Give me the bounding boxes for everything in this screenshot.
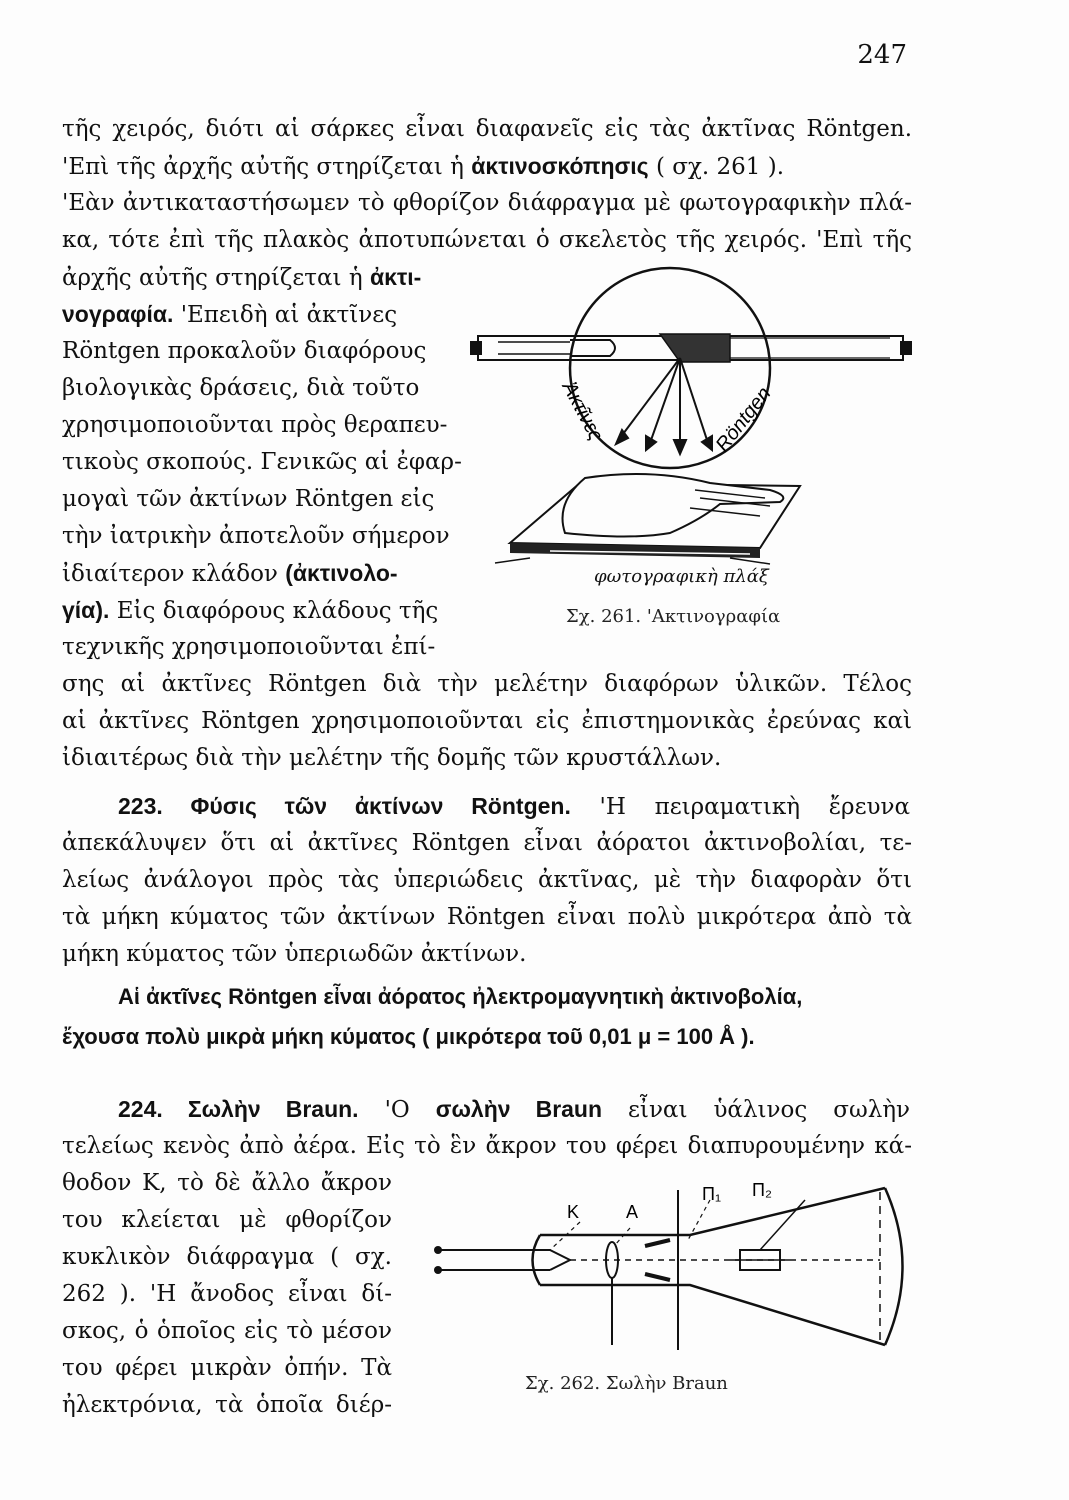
- text-line: λείως ἀνάλογοι πρὸς τὰς ὑπεριώδεις ἀκτῖνας, μὲ τὴν διαφορὰν ὅτι: [62, 867, 912, 893]
- text-line: βιολογικὰς δράσεις, διὰ τοῦτο: [62, 375, 420, 401]
- figure-262-braun-tube: [430, 1180, 920, 1360]
- text-line: 'Εὰν ἀντικαταστήσωμεν τὸ φθορίζον διάφραγμα μὲ φωτογραφικὴν πλά-: [62, 190, 912, 216]
- text-line: Röntgen προκαλοῦν διαφόρους: [62, 338, 427, 364]
- tube-outline: [540, 1188, 885, 1345]
- text-line: μογαὶ τῶν ἀκτίνων Röntgen εἰς: [62, 486, 435, 512]
- text-line: σκος, ὁ ὁποῖος εἰς τὸ μέσον: [62, 1318, 392, 1344]
- figure-262-caption: Σχ. 262. Σωλὴν Braun: [525, 1373, 728, 1394]
- text-line: του φέρει μικρὰν ὀπήν. Τὰ: [62, 1355, 392, 1381]
- term-radiography-end: νογραφία.: [62, 301, 174, 327]
- figure-261-caption: Σχ. 261. 'Ακτινογραφία: [566, 606, 781, 627]
- hand: [563, 474, 784, 537]
- text-line: 262 ). 'Η ἄνοδος εἶναι δί-: [62, 1281, 392, 1307]
- text-line: 224. Σωλὴν Braun. 'Ο σωλὴν Braun εἶναι ὑάλινος σωλὴν: [118, 1096, 911, 1123]
- text-line: μήκη κύματος τῶν ὑπεριωδῶν ἀκτίνων.: [62, 941, 527, 967]
- bold-statement: ἔχουσα πολὺ μικρὰ μήκη κύματος ( μικρότερα τοῦ 0,01 μ = 100 Å ).: [62, 1024, 755, 1049]
- label-p2: Π₂: [752, 1180, 772, 1200]
- text-line: τῆς χειρός, διότι αἱ σάρκες εἶναι διαφανεῖς εἰς τὰς ἀκτῖνας Röntgen.: [62, 116, 912, 142]
- term-radioscopy: ἀκτινοσκόπησις: [471, 153, 649, 179]
- text-line: τελείως κενὸς ἀπὸ ἀέρα. Εἰς τὸ ἓν ἄκρον του φέρει διαπυρουμένην κά-: [62, 1133, 912, 1159]
- text-line: κυκλικὸν διάφραγμα ( σχ.: [62, 1244, 392, 1270]
- label-a: Α: [626, 1202, 639, 1222]
- label-k: Κ: [567, 1202, 580, 1222]
- text-line: τὴν ἰατρικὴν ἀποτελοῦν σήμερον: [62, 523, 450, 549]
- text-line: αἱ ἀκτῖνες Röntgen χρησιμοποιοῦνται εἰς ἐπιστημονικὰς ἐρεύνας καὶ: [62, 708, 912, 734]
- text-line: 223. Φύσις τῶν ἀκτίνων Röntgen. 'Η πειραματικὴ ἔρευνα: [118, 793, 910, 820]
- term-radiology-start: (ἀκτινολο-: [285, 560, 398, 586]
- term-radiography-start: ἀκτι-: [369, 264, 422, 290]
- text-line: 'Επὶ τῆς ἀρχῆς αὐτῆς στηρίζεται ἡ ἀκτινοσκόπησις ( σχ. 261 ).: [62, 153, 785, 180]
- label-rays: Ἀκτῖνες: [557, 378, 607, 445]
- term-radiology-end: γία).: [62, 597, 110, 623]
- figure-261-radiography: [470, 258, 920, 603]
- text-line: νογραφία. 'Επειδὴ αἱ ἀκτῖνες: [62, 301, 398, 328]
- text-line: ἠλεκτρόνια, τὰ ὁποῖα διέρ-: [62, 1392, 392, 1418]
- anticathode: [660, 334, 730, 362]
- text-line: χρησιμοποιοῦνται πρὸς θεραπευ-: [62, 412, 448, 438]
- text-line: τικοὺς σκοπούς. Γενικῶς αἱ ἐφαρ-: [62, 449, 462, 475]
- text-line: του κλείεται μὲ φθορίζον: [62, 1207, 392, 1233]
- section-223-title: 223. Φύσις τῶν ἀκτίνων Röntgen.: [118, 793, 571, 819]
- text-line: θοδον Κ, τὸ δὲ ἄλλο ἄκρον: [62, 1170, 392, 1196]
- text-line: ἀρχῆς αὐτῆς στηρίζεται ἡ ἀκτι-: [62, 264, 422, 291]
- text-line: τεχνικῆς χρησιμοποιοῦνται ἐπί-: [62, 634, 436, 660]
- bold-statement: Αἱ ἀκτῖνες Röntgen εἶναι ἀόρατος ἠλεκτρομαγνητικὴ ἀκτινοβολία,: [118, 984, 803, 1009]
- text-line: ἰδιαιτέρως διὰ τὴν μελέτην τῆς δομῆς τῶν κρυστάλλων.: [62, 745, 722, 771]
- label-photo-plate: φωτογραφικὴ πλάξ: [594, 566, 769, 587]
- page-number: 247: [857, 40, 907, 70]
- text-line: γία). Εἰς διαφόρους κλάδους τῆς: [62, 597, 439, 624]
- term-braun-tube: σωλὴν Braun: [435, 1096, 603, 1122]
- text-line: τὰ μήκη κύματος τῶν ἀκτίνων Röntgen εἶναι πολὺ μικρότερα ἀπὸ τὰ: [62, 904, 912, 930]
- x-ray-arrows: [616, 358, 712, 454]
- text-line: σης αἱ ἀκτῖνες Röntgen διὰ τὴν μελέτην διαφόρων ὑλικῶν. Τέλος: [62, 671, 912, 697]
- label-p1: Π₁: [702, 1184, 722, 1204]
- label-rontgen: Röntgen: [711, 382, 776, 457]
- cathode: [550, 1250, 570, 1270]
- text-line: ἀπεκάλυψεν ὅτι αἱ ἀκτῖνες Röntgen εἶναι ἀόρατοι ἀκτινοβολίαι, τε-: [62, 830, 912, 856]
- section-224-title: 224. Σωλὴν Braun.: [118, 1096, 359, 1122]
- text-line: ἰδιαίτερον κλάδον (ἀκτινολο-: [62, 560, 398, 587]
- text-line: κα, τότε ἐπὶ τῆς πλακὸς ἀποτυπώνεται ὁ σκελετὸς τῆς χειρός. 'Επὶ τῆς: [62, 227, 912, 253]
